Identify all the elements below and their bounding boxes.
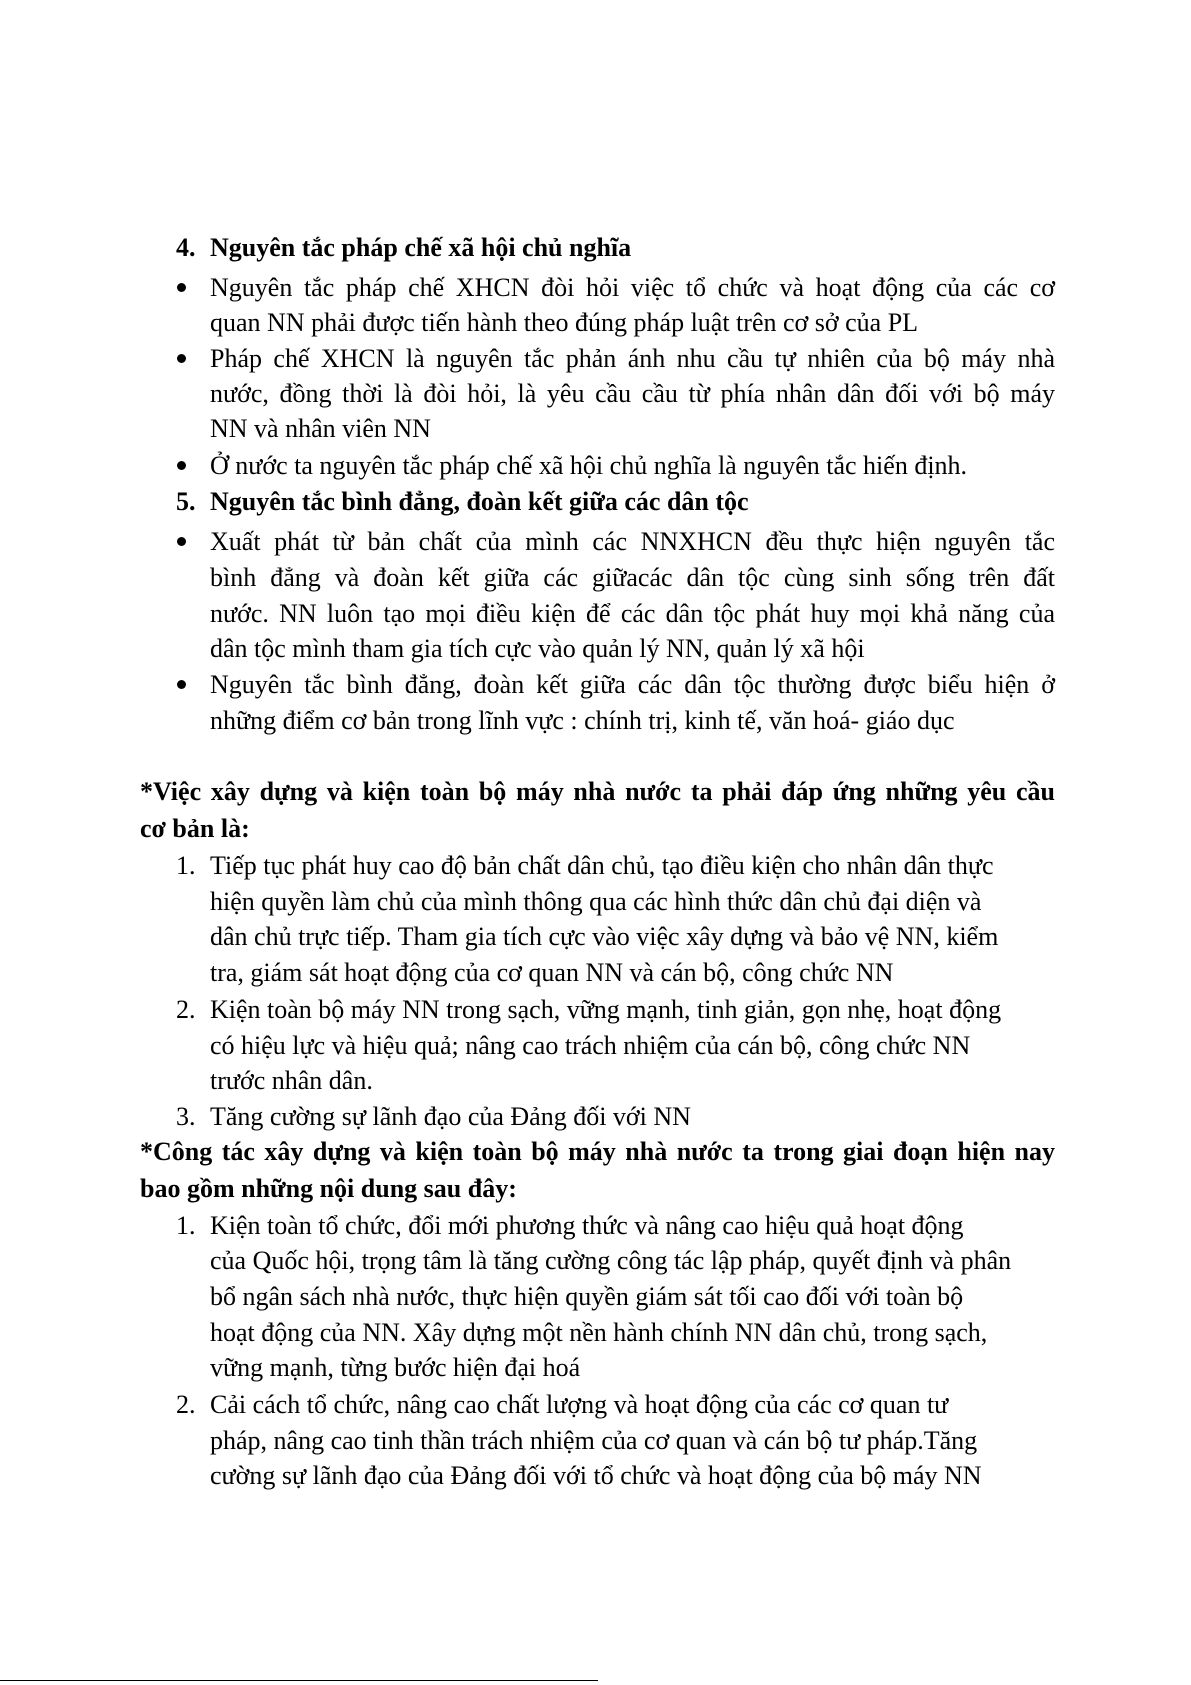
paragraph-line: Nguyên tắc bình đẳng, đoàn kết giữa các dân tộc thường được biểu hiện ở xyxy=(210,670,1055,699)
paragraph-line: nước, đồng thời là đòi hỏi, là yêu cầu cầu từ phía nhân dân đối với bộ máy xyxy=(210,379,1055,408)
list-item-line: Tiếp tục phát huy cao độ bản chất dân chủ, tạo điều kiện cho nhân dân thực xyxy=(210,851,994,880)
list-item-line: tra, giám sát hoạt động của cơ quan NN và cán bộ, công chức NN xyxy=(210,958,894,987)
paragraph-line: dân tộc mình tham gia tích cực vào quản lý NN, quản lý xã hội xyxy=(210,634,865,663)
list-item-line: Kiện toàn tổ chức, đổi mới phương thức và nâng cao hiệu quả hoạt động xyxy=(210,1211,964,1240)
list-number: 2. xyxy=(176,995,196,1024)
list-number: 2. xyxy=(176,1390,196,1419)
list-number: 3. xyxy=(176,1102,196,1131)
bullet-icon xyxy=(177,537,186,546)
list-item-line: trước nhân dân. xyxy=(210,1066,373,1095)
list-item-line: của Quốc hội, trọng tâm là tăng cường công tác lập pháp, quyết định và phân xyxy=(210,1246,1012,1275)
paragraph-line: những điểm cơ bản trong lĩnh vực : chính trị, kinh tế, văn hoá- giáo dục xyxy=(210,706,955,735)
list-item-line: bổ ngân sách nhà nước, thực hiện quyền giám sát tối cao đối với toàn bộ xyxy=(210,1282,964,1311)
list-item-line: Tăng cường sự lãnh đạo của Đảng đối với NN xyxy=(210,1102,691,1131)
list-item-line: Kiện toàn bộ máy NN trong sạch, vững mạnh, tinh giản, gọn nhẹ, hoạt động xyxy=(210,995,1002,1024)
paragraph-line: Nguyên tắc pháp chế XHCN đòi hỏi việc tổ chức và hoạt động của các cơ xyxy=(210,273,1055,302)
paragraph-line: NN và nhân viên NN xyxy=(210,414,431,443)
requirements-heading: cơ bản là: xyxy=(140,814,250,843)
list-item-line: hoạt động của NN. Xây dựng một nền hành chính NN dân chủ, trong sạch, xyxy=(210,1318,988,1347)
section-number: 5. xyxy=(176,487,196,516)
footer-divider xyxy=(0,1680,598,1681)
paragraph-line: quan NN phải được tiến hành theo đúng pháp luật trên cơ sở của PL xyxy=(210,308,919,337)
list-item-line: hiện quyền làm chủ của mình thông qua các hình thức dân chủ đại diện và xyxy=(210,887,982,916)
list-item-line: pháp, nâng cao tinh thần trách nhiệm của cơ quan và cán bộ tư pháp.Tăng xyxy=(210,1426,978,1455)
section-heading: Nguyên tắc bình đẳng, đoàn kết giữa các dân tộc xyxy=(210,487,749,516)
paragraph-line: Ở nước ta nguyên tắc pháp chế xã hội chủ nghĩa là nguyên tắc hiến định. xyxy=(210,451,968,480)
bullet-icon xyxy=(177,283,186,292)
bullet-icon xyxy=(177,354,186,363)
bullet-icon xyxy=(177,461,186,470)
list-item-line: Cải cách tổ chức, nâng cao chất lượng và hoạt động của các cơ quan tư xyxy=(210,1390,949,1419)
bullet-icon xyxy=(177,680,186,689)
contents-heading: bao gồm những nội dung sau đây: xyxy=(140,1174,517,1203)
list-item-line: cường sự lãnh đạo của Đảng đối với tổ chức và hoạt động của bộ máy NN xyxy=(210,1461,982,1490)
list-item-line: vững mạnh, từng bước hiện đại hoá xyxy=(210,1353,581,1382)
section-heading: Nguyên tắc pháp chế xã hội chủ nghĩa xyxy=(210,233,632,262)
list-item-line: dân chủ trực tiếp. Tham gia tích cực vào việc xây dựng và bảo vệ NN, kiểm xyxy=(210,922,999,951)
requirements-heading: *Việc xây dựng và kiện toàn bộ máy nhà nước ta phải đáp ứng những yêu cầu xyxy=(140,777,1055,806)
list-number: 1. xyxy=(176,851,196,880)
paragraph-line: bình đẳng và đoàn kết giữa các giữacác dân tộc cùng sinh sống trên đất xyxy=(210,563,1055,592)
section-number: 4. xyxy=(176,233,196,262)
paragraph-line: Xuất phát từ bản chất của mình các NNXHCN đều thực hiện nguyên tắc xyxy=(210,527,1055,556)
list-number: 1. xyxy=(176,1211,196,1240)
paragraph-line: nước. NN luôn tạo mọi điều kiện để các dân tộc phát huy mọi khả năng của xyxy=(210,599,1055,628)
contents-heading: *Công tác xây dựng và kiện toàn bộ máy nhà nước ta trong giai đoạn hiện nay xyxy=(140,1137,1055,1166)
list-item-line: có hiệu lực và hiệu quả; nâng cao trách nhiệm của cán bộ, công chức NN xyxy=(210,1031,971,1060)
paragraph-line: Pháp chế XHCN là nguyên tắc phản ánh nhu cầu tự nhiên của bộ máy nhà xyxy=(210,344,1055,373)
